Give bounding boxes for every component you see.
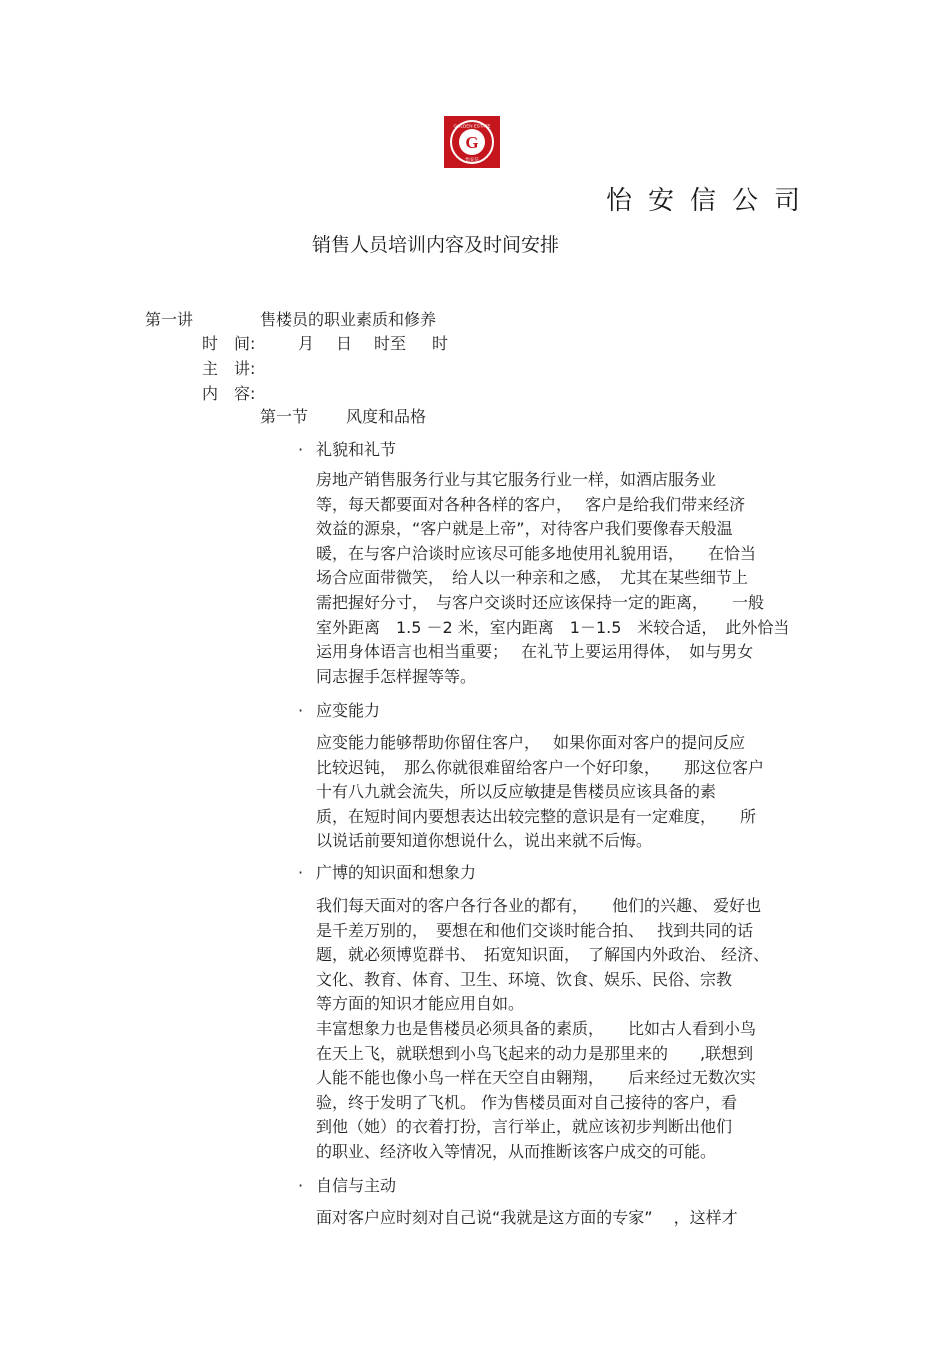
paragraph-line: 效益的源泉，“客户就是上帝”，对待客户我们要像春天般温 [316, 519, 733, 539]
paragraph-line: 人能不能也像小鸟一样在天空自由翱翔， 后来经过无数次实 [316, 1068, 757, 1088]
time-to: 时 [432, 334, 449, 353]
topic-paragraph-adaptability [316, 731, 808, 854]
section-name: 风度和品格 [346, 407, 427, 426]
speaker-label: 主 讲: [202, 359, 256, 378]
paragraph-line: 比较迟钝， 那么你就很难留给客户一个好印象， 那这位客户 [316, 757, 765, 777]
bullet-mark: · [298, 440, 304, 459]
company-logo [444, 116, 500, 168]
lecture-name: 售楼员的职业素质和修养 [260, 310, 437, 329]
paragraph-line: 需把握好分寸， 与客户交谈时还应该保持一定的距离， 一般 [316, 592, 765, 612]
document-title: 销售人员培训内容及时间安排 [312, 234, 560, 256]
time-from: 时至 [374, 334, 407, 353]
paragraph-line: 暖，在与客户洽谈时应该尽可能多地使用礼貌用语， 在恰当 [316, 543, 757, 563]
paragraph-line: 面对客户应时刻对自己说“我就是这方面的专家” ，这样才 [316, 1208, 738, 1227]
paragraph-line: 房地产销售服务行业与其它服务行业一样，如酒店服务业 [316, 470, 717, 489]
company-name: 怡安信公司 [606, 186, 817, 216]
paragraph-line: 验，终于发明了飞机。 作为售楼员面对自己接待的客户，看 [316, 1092, 738, 1112]
paragraph-line: 运用身体语言也相当重要； 在礼节上要运用得体， 如与男女 [316, 642, 754, 662]
paragraph-line: 等方面的知识才能应用自如。 [316, 994, 525, 1014]
time-day: 日 [336, 334, 353, 353]
paragraph-line: 以说话前要知道你想说什么，说出来就不后悔。 [316, 831, 653, 851]
paragraph-line: 场合应面带微笑， 给人以一种亲和之感， 尤其在某些细节上 [316, 568, 749, 588]
section-label: 第一节 [260, 407, 309, 426]
topic-paragraph-confidence [316, 1206, 808, 1231]
paragraph-line: 到他（她）的衣着打扮，言行举止，就应该初步判断出他们 [316, 1117, 733, 1137]
time-month: 月 [298, 334, 315, 353]
logo-letter: G [465, 133, 479, 152]
topic-heading-adaptability: 应变能力 [316, 701, 381, 720]
paragraph-line: 题，就必须博览群书、 拓宽知识面， 了解国内外政治、 经济、 [316, 945, 770, 965]
paragraph-line: 的职业、经济收入等情况，从而推断该客户成交的可能。 [316, 1141, 717, 1161]
topic-paragraph-courtesy [316, 468, 808, 689]
bullet-mark: · [298, 701, 304, 720]
paragraph-line: 等，每天都要面对各种各样的客户， 客户是给我们带来经济 [316, 494, 746, 514]
topic-heading-confidence: 自信与主动 [316, 1176, 397, 1195]
paragraph-line: 我们每天面对的客户各行各业的都有， 他们的兴趣、 爱好也 [316, 896, 762, 915]
paragraph-line: 在天上飞，就联想到小鸟飞起来的动力是那里来的 ,联想到 [316, 1043, 754, 1063]
logo-sub-text: 怡安信 [465, 158, 479, 163]
paragraph-line: 文化、教育、体育、卫生、环境、饮食、娱乐、民俗、宗教 [316, 969, 733, 989]
paragraph-line: 是千差万别的， 要想在和他们交谈时能合拍、 找到共同的话 [316, 920, 754, 940]
paragraph-line: 室外距离 1.5 －2 米，室内距离 1－1.5 米较合适， 此外恰当 [316, 617, 790, 637]
paragraph-line: 丰富想象力也是售楼员必须具备的素质， 比如古人看到小鸟 [316, 1018, 757, 1038]
paragraph-line: 应变能力能够帮助你留住客户， 如果你面对客户的提问反应 [316, 733, 746, 752]
logo-ring-text: GOLDEN ESTATE [453, 123, 491, 129]
bullet-mark: · [298, 1176, 304, 1195]
paragraph-line: 同志握手怎样握等等。 [316, 666, 477, 686]
topic-heading-knowledge: 广博的知识面和想象力 [316, 863, 477, 882]
content-label: 内 容: [202, 384, 256, 403]
bullet-mark: · [298, 863, 304, 882]
topic-heading-courtesy: 礼貌和礼节 [316, 440, 397, 459]
time-label: 时 间: [202, 334, 256, 353]
topic-paragraph-knowledge [316, 894, 808, 1165]
paragraph-line: 十有八九就会流失，所以反应敏捷是售楼员应该具备的素 [316, 782, 717, 802]
lecture-label: 第一讲 [145, 310, 194, 329]
paragraph-line: 质，在短时间内要想表达出较完整的意识是有一定难度， 所 [316, 806, 757, 826]
